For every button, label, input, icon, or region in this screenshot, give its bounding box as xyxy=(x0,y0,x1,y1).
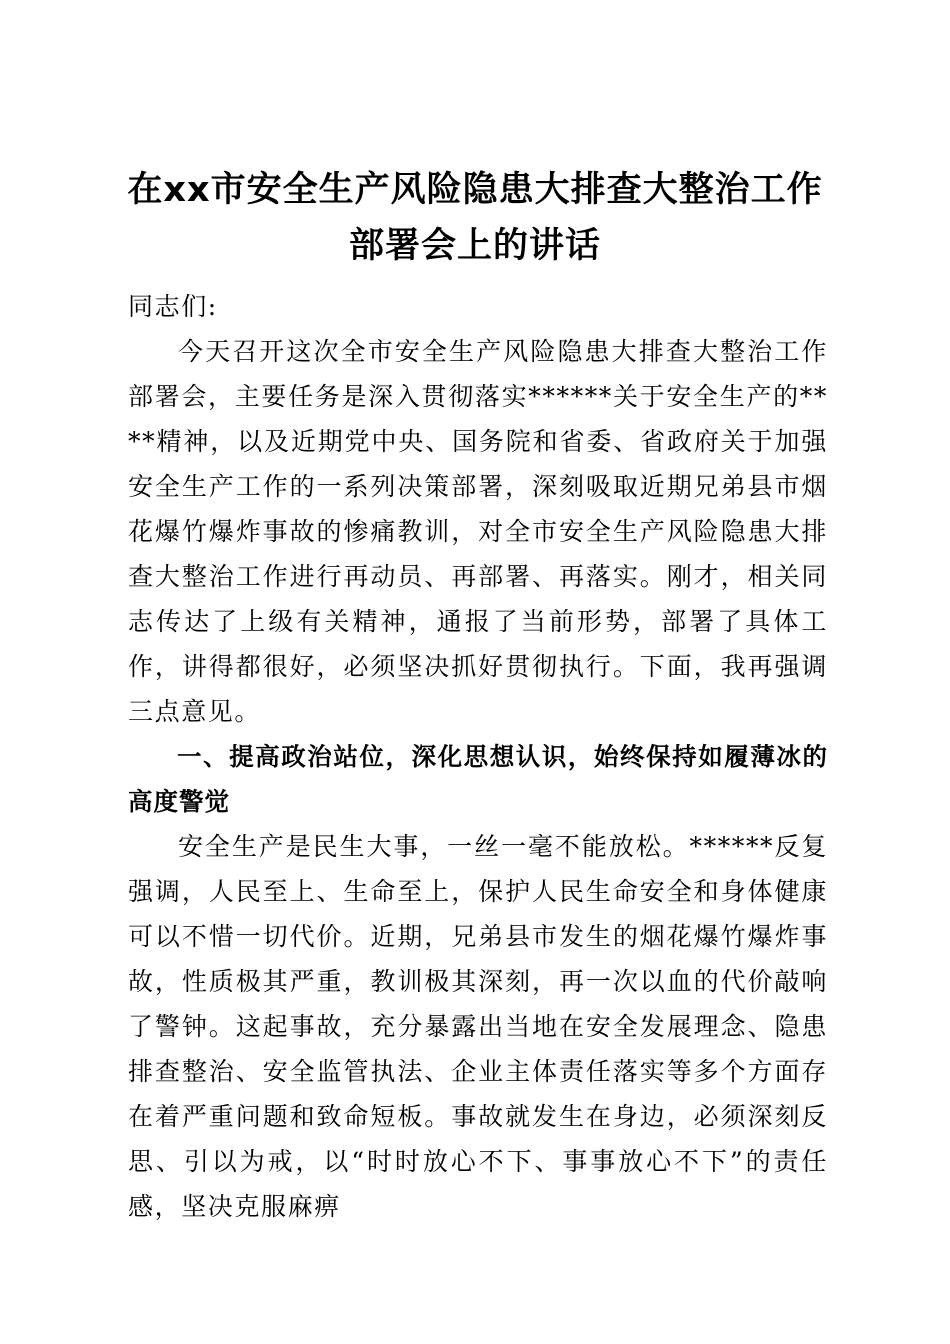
title-line-1: 在xx市安全生产风险隐患大排查大整治工作 xyxy=(127,170,823,210)
paragraph-section-1: 安全生产是民生大事，一丝一毫不能放松。******反复强调，人民至上、生命至上，保护人民生命安全和身体健康可以不惜一切代价。近期，兄弟县市发生的烟花爆竹爆炸事故，性质极其严重，教训极其深刻，再一次以血的代价敲响了警钟。这起事故，充分暴露出当地在安全发展理念、隐患排查整治、安全监管执法、企业主体责任落实等多个方面存在着严重问题和致命短板。事故就发生在身边，必须深刻反思、引以为戒，以“时时放心不下、事事放心不下”的责任感，坚决克服麻痹 xyxy=(128,832,828,1221)
paragraph-intro: 今天召开这次全市安全生产风险隐患大排查大整治工作部署会，主要任务是深入贯彻落实******关于安全生产的****精神，以及近期党中央、国务院和省委、省政府关于加强安全生产工作的一系列决策部署，深刻吸取近期兄弟县市烟花爆竹爆炸事故的惨痛教训，对全市安全生产风险隐患大排查大整治工作进行再动员、再部署、再落实。刚才，相关同志传达了上级有关精神，通报了当前形势，部署了具体工作，讲得都很好，必须坚决抓好贯彻执行。下面，我再强调三点意见。 xyxy=(128,337,828,726)
document-title xyxy=(100,162,850,274)
document-body xyxy=(128,284,828,1229)
section-heading-1: 一、提高政治站位，深化思想认识，始终保持如履薄冰的高度警觉 xyxy=(128,742,828,816)
title-line-2: 部署会上的讲话 xyxy=(348,226,601,266)
salutation: 同志们: xyxy=(128,292,218,321)
